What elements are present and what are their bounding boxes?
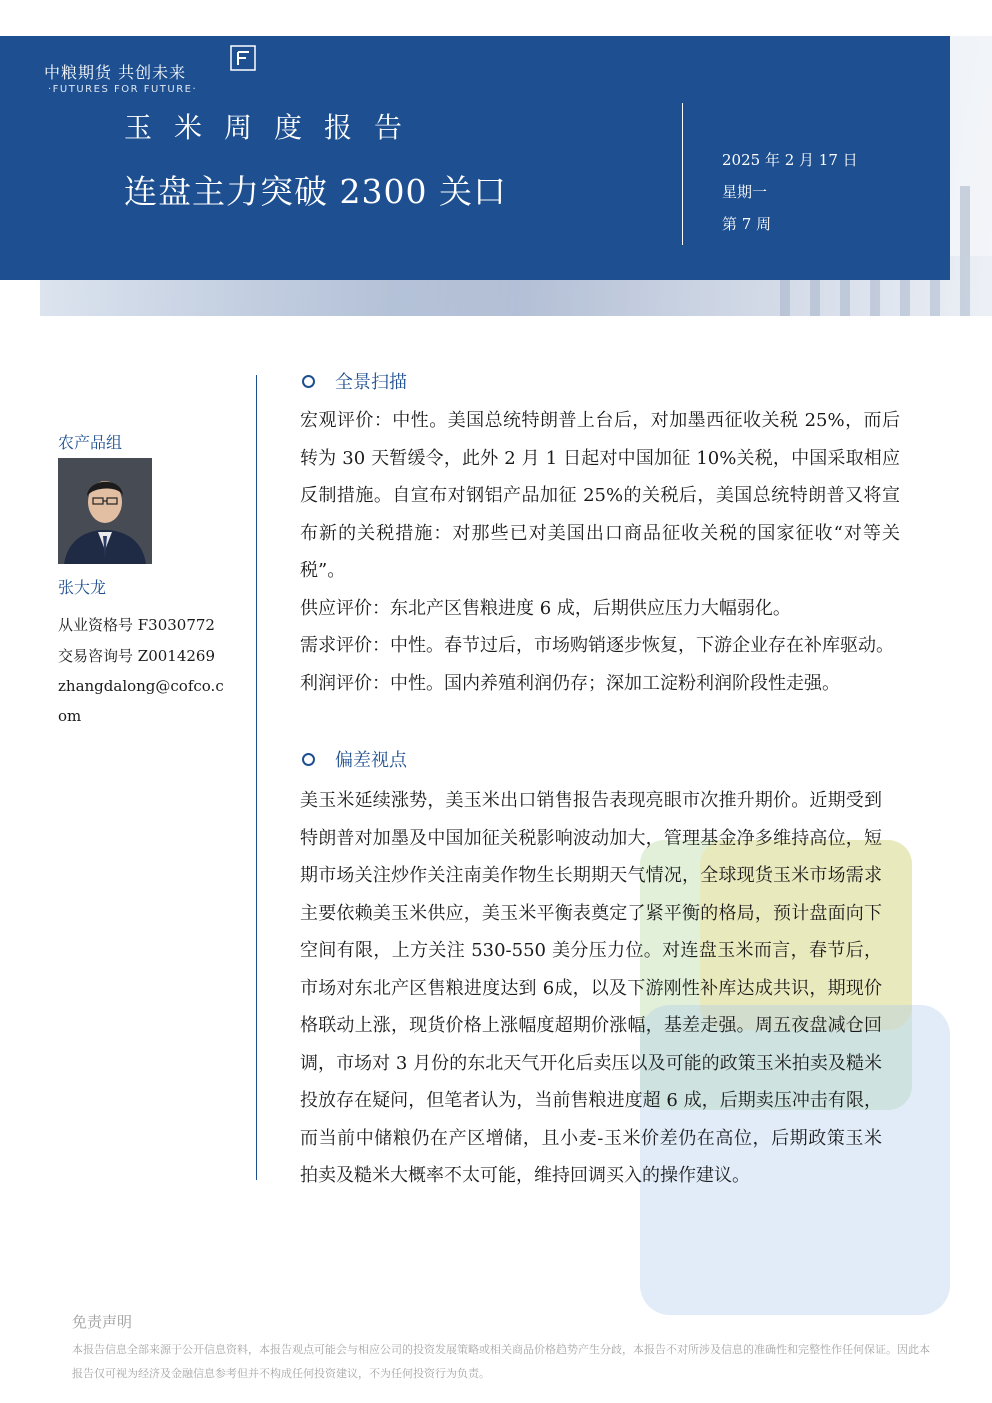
author-email-line1: zhangdalong@cofco.c — [58, 677, 224, 695]
header-divider — [682, 103, 683, 245]
bullet-circle-icon — [302, 753, 315, 766]
author-photo — [58, 458, 152, 564]
author-advisor-number: 交易咨询号 Z0014269 — [58, 647, 215, 665]
section-heading: 全景扫描 — [302, 368, 407, 394]
author-cert-number: 从业资格号 F3030772 — [58, 616, 215, 634]
macro-paragraph: 宏观评价：中性。美国总统特朗普上台后，对加墨西征收关税 25%，而后转为 30 天暂缓令，此外 2 月 1 日起对中国加征 10%关税，中国采取相应反制措施。自宣布对钢铝产品加征 25%的关税后，美国总统特朗普又将宣布新的关税措施：对那些已对美国出口商品征收关税的国家征收“对等关税”。 — [300, 410, 900, 581]
report-week: 第 7 周 — [722, 215, 772, 233]
author-email-line2: om — [58, 707, 82, 725]
profit-paragraph: 利润评价：中性。国内养殖利润仍存；深加工淀粉利润阶段性走强。 — [300, 672, 840, 694]
report-date: 2025 年 2 月 17 日 — [722, 151, 858, 169]
section-heading: 偏差视点 — [302, 746, 407, 772]
demand-paragraph: 需求评价：中性。春节过后，市场购销逐步恢复，下游企业存在补库驱动。 — [300, 635, 894, 656]
section-body — [300, 782, 882, 1195]
company-logo-icon — [230, 45, 256, 71]
author-group: 农产品组 — [58, 433, 123, 452]
report-type: 玉米周度报告 — [124, 111, 425, 144]
date-block — [722, 144, 858, 240]
supply-paragraph: 供应评价：东北产区售粮进度 6 成，后期供应压力大幅弱化。 — [300, 597, 791, 619]
section-body — [300, 402, 900, 702]
report-weekday: 星期一 — [722, 183, 768, 201]
bullet-circle-icon — [302, 375, 315, 388]
column-divider — [256, 375, 257, 1180]
company-logo-text: 中粮期货 共创未来 — [44, 63, 187, 82]
disclaimer-text: 本报告信息全部来源于公开信息资料，本报告观点可能会与相应公司的投资发展策略或相关商品价格趋势产生分歧，本报告不对所涉及信息的准确性和完整性作任何保证。因此本报告仅可视为经济及金融信息参考但并不构成任何投资建议，不为任何投资行为负责。 — [72, 1343, 930, 1380]
deviation-paragraph: 美玉米延续涨势，美玉米出口销售报告表现亮眼市次推升期价。近期受到特朗普对加墨及中国加征关税影响波动加大，管理基金净多维持高位，短期市场关注炒作关注南美作物生长期期天气情况，全球现货玉米市场需求主要依赖美玉米供应，美玉米平衡表奠定了紧平衡的格局，预计盘面向下空间有限，上方关注 530-550 美分压力位。对连盘玉米而言，春节后，市场对东北产区售粮进度达到 6成，以及下游刚性补库达成共识，期现价格联动上涨，现货价格上涨幅度超期价涨幅，基差走强。周五夜盘减仓回调，市场对 3 月份的东北天气开化后卖压以及可能的政策玉米拍卖及糙米投放存在疑问，但笔者认为，当前售粮进度超 6 成，后期卖压冲击有限，而当前中储粮仍在产区增储，且小麦-玉米价差仍在高位，后期政策玉米拍卖及糙米大概率不太可能，维持回调买入的操作建议。 — [300, 790, 882, 1186]
disclaimer-title: 免责声明 — [72, 1313, 133, 1331]
author-name: 张大龙 — [58, 578, 107, 597]
report-title: 连盘主力突破 2300 关口 — [124, 172, 507, 211]
company-logo-slogan: ·FUTURES FOR FUTURE· — [48, 84, 198, 95]
